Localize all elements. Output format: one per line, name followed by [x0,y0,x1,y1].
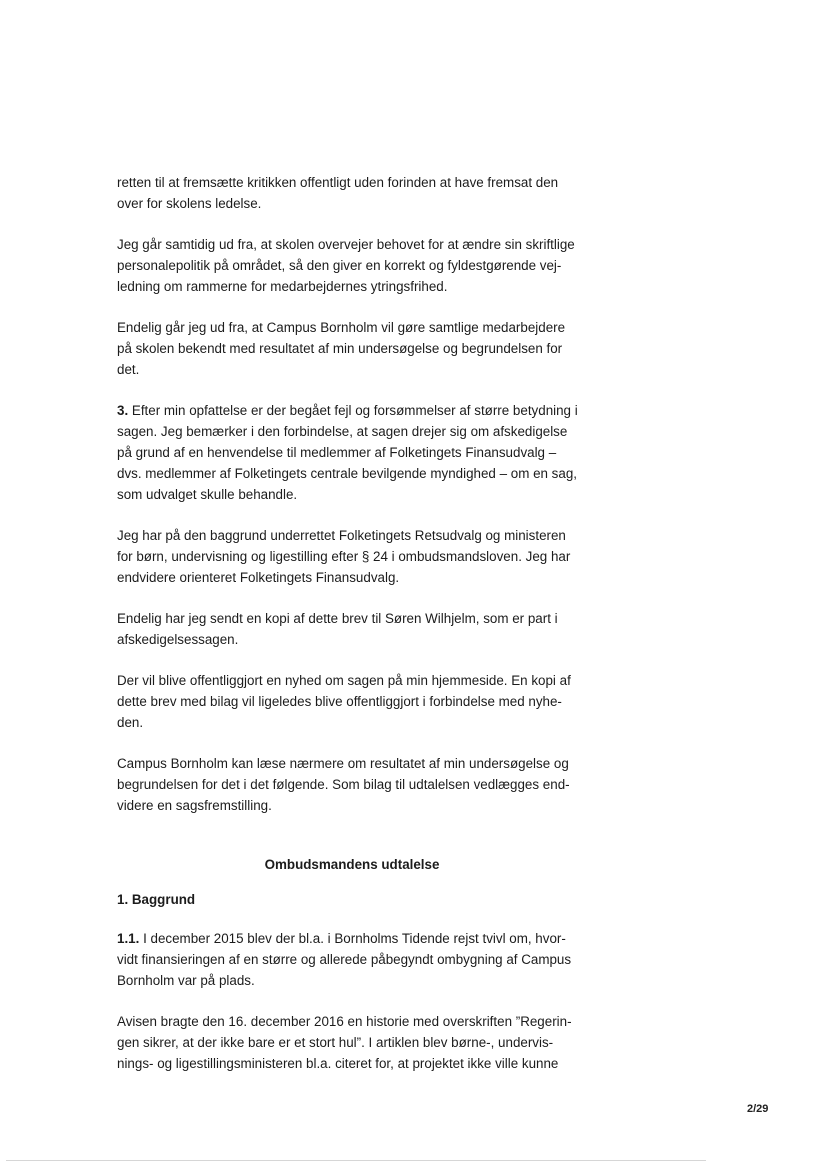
paragraph [117,172,587,214]
text-line: ledning om rammerne for medarbejdernes ytringsfrihed. [117,279,448,294]
text-line: dvs. medlemmer af Folketingets centrale bevilgende myndighed – om en sag, [117,466,577,481]
text-line: over for skolens ledelse. [117,196,262,211]
text-line: Avisen bragte den 16. december 2016 en historie med overskriften ”Regerin- [117,1014,572,1029]
paragraph [117,317,587,380]
text-line-rest: I december 2015 blev der bl.a. i Bornholms Tidende rejst tvivl om, hvor- [139,931,566,946]
subheading: 1. Baggrund [117,892,196,907]
paragraph [117,753,587,816]
text-line: sagen. Jeg bemærker i den forbindelse, at sagen drejer sig om afskedigelse [117,424,568,439]
text-line: som udvalget skulle behandle. [117,487,298,502]
paragraph [117,608,587,650]
paragraph [117,670,587,733]
text-line: nings- og ligestillingsministeren bl.a. citeret for, at projektet ikke ville kunne [117,1056,559,1071]
text-line: på skolen bekendt med resultatet af min undersøgelse og begrundelsen for [117,341,563,356]
text-line: Bornholm var på plads. [117,973,255,988]
text-line [117,928,587,949]
text-line: Endelig går jeg ud fra, at Campus Bornholm vil gøre samtlige medarbejdere [117,320,566,335]
paragraph-number: 1.1. [117,931,140,946]
scan-edge-line [6,1160,706,1161]
text-line: endvidere orienteret Folketingets Finansudvalg. [117,570,400,585]
text-line: begrundelsen for det i det følgende. Som bilag til udtalelsen vedlægges end- [117,777,570,792]
text-line: personalepolitik på området, så den giver en korrekt og fyldestgørende vej- [117,258,562,273]
paragraph [117,400,587,505]
text-line: Endelig har jeg sendt en kopi af dette brev til Søren Wilhjelm, som er part i [117,611,558,626]
text-line: Jeg går samtidig ud fra, at skolen overvejer behovet for at ændre sin skriftlige [117,237,575,252]
text-line: Der vil blive offentliggjort en nyhed om sagen på min hjemmeside. En kopi af [117,673,571,688]
text-line: for børn, undervisning og ligestilling efter § 24 i ombudsmandsloven. Jeg har [117,549,571,564]
text-line [117,400,587,421]
page-number: 2/29 [747,1103,769,1115]
text-line-rest: Efter min opfattelse er der begået fejl og forsømmelser af større betydning i [128,403,578,418]
paragraph [117,525,587,588]
text-line: det. [117,362,140,377]
paragraph [117,234,587,297]
text-line: afskedigelsessagen. [117,632,239,647]
text-line: Campus Bornholm kan læse nærmere om resultatet af min undersøgelse og [117,756,569,771]
text-line: dette brev med bilag vil ligeledes blive offentliggjort i forbindelse med nyhe- [117,694,562,709]
text-line: på grund af en henvendelse til medlemmer af Folketingets Finansudvalg – [117,445,557,460]
section-title: Ombudsmandens udtalelse [264,857,440,872]
body-text-column [117,172,587,1094]
text-line: gen sikrer, at der ikke bare er et stort hul”. I artiklen blev børne-, undervis- [117,1035,554,1050]
text-line: vidt finansieringen af en større og allerede påbegyndt ombygning af Campus [117,952,572,967]
text-line: retten til at fremsætte kritikken offentligt uden forinden at have fremsat den [117,175,559,190]
text-line: videre en sagsfremstilling. [117,798,272,813]
paragraph [117,1011,587,1074]
paragraph [117,928,587,991]
text-line: den. [117,715,144,730]
text-line: Jeg har på den baggrund underrettet Folketingets Retsudvalg og ministeren [117,528,566,543]
paragraph-number: 3. [117,403,129,418]
